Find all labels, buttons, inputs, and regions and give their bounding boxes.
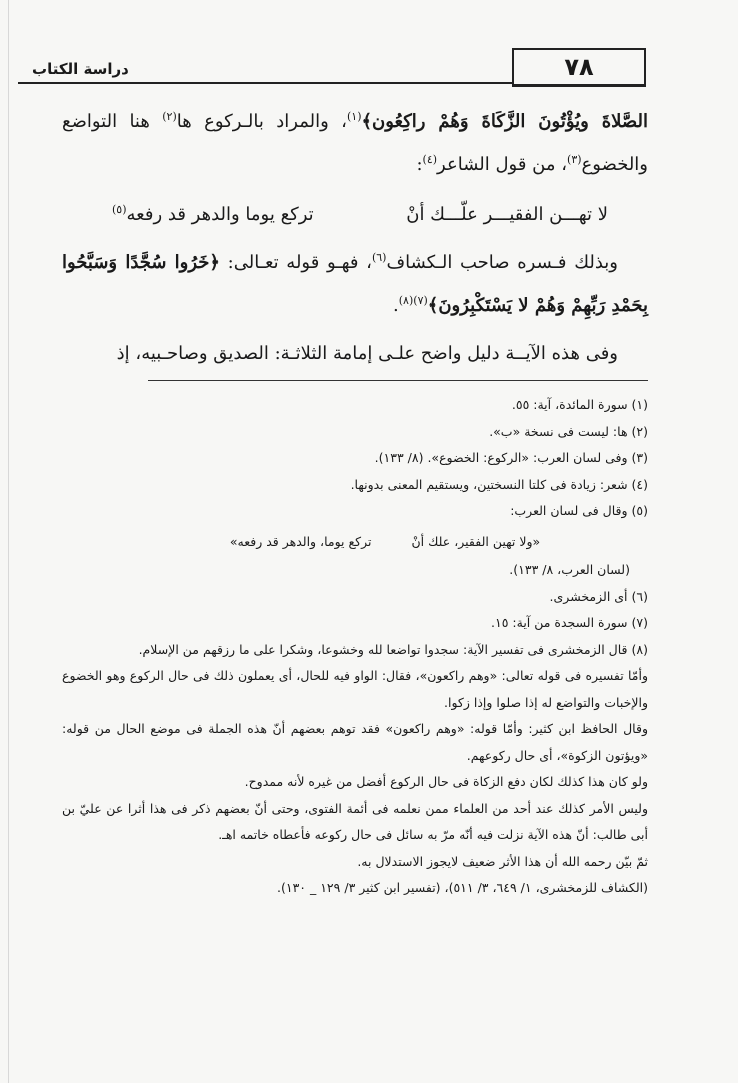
- footnote-separator: [148, 380, 648, 381]
- page-header: [18, 48, 646, 90]
- footnote-5-poem-left: تركع يوما، والدهر قد رفعه»: [229, 533, 372, 549]
- footnote-8-line-3: وقال الحافظ ابن كثير: وأمّا قوله: «وهم راكعون» فقد توهم بعضهم أنّ هذه الجملة فى موضع الحال من قوله: «ويؤتون الزكوة»، أى حال ركوعهم.: [62, 721, 648, 763]
- footnote-ref-7-8: (٧)(٨): [398, 294, 428, 307]
- footnote-5-poem-right: «ولا تهين الفقير، علك أنْ: [411, 533, 541, 549]
- footnote-8-line-2: وأمّا تفسيره فى قوله تعالى: «وهم راكعون»، فقال: الواو فيه للحال، أى يعملون ذلك فى حال الركوع وهو الخضوع والإخبات والتواضع له إذا صلوا وإذا زكوا.: [62, 668, 648, 710]
- scan-margin-line: [8, 0, 9, 1083]
- footnote-8-line-5: وليس الأمر كذلك عند أحد من العلماء ممن نعلمه فى أئمة الفتوى، وحتى أنّ بعضهم ذكر فى هذا أثرا عن عليّ بن أبى طالب: أنّ هذه الآية نزلت فيه أنّه مرّ به سائل فى حال ركوعه فأعطاه خاتمه اهـ.: [62, 800, 648, 842]
- footnote-8-line-7: (الكشاف للزمخشرى، ١/ ٦٤٩، ٣/ ٥١١)، (تفسير ابن كثير ٣/ ١٢٩ _ ١٣٠).: [277, 880, 648, 895]
- footnote-ref-2: (٢): [162, 110, 177, 123]
- footnote-5-source: (لسان العرب، ٨/ ١٣٣).: [509, 562, 630, 577]
- footnote-6: (٦) أى الزمخشرى.: [549, 588, 648, 604]
- footnotes: [62, 392, 648, 902]
- footnote-4: (٤) شعر: زيادة فى كلتا النسختين، ويستقيم المعنى بدونها.: [350, 476, 648, 492]
- footnote-2: (٢) ها: ليست فى نسخة «ب».: [489, 423, 648, 439]
- poem-hemistich-left-wrap: [112, 190, 314, 235]
- paragraph-1-text-3: ، من قول الشاعر: [437, 154, 568, 175]
- footnote-5: (٥) وقال فى لسان العرب:: [510, 503, 648, 518]
- footnote-ref-3: (٣): [567, 153, 582, 166]
- paragraph-2-end: .: [393, 295, 399, 316]
- footnote-8-line-6: ثمّ بيّن رحمه الله أن هذا الأثر ضعيف لايجوز الاستدلال به.: [357, 853, 648, 869]
- poem-hemistich-right: لا تهـــن الفقيـــر علّـــك أنْ: [406, 204, 608, 225]
- footnote-ref-1: (١): [346, 110, 362, 123]
- footnote-ref-4: (٤): [422, 153, 438, 166]
- running-title: دراسة الكتاب: [32, 60, 129, 78]
- paragraph-3: وفى هذه الآيــة دليل واضح علـى إمامة الثلاثـة: الصديق وصاحـبيه، إذ: [116, 343, 618, 364]
- paragraph-2-text: وبذلك فـسره صاحب الـكشاف: [386, 252, 618, 273]
- quran-verse-1: الصَّلاةَ ويُؤْتُونَ الزَّكَاةَ وَهُمْ راكِعُون: [372, 111, 649, 132]
- paragraph-1: [62, 98, 648, 184]
- paragraph-2: [62, 239, 648, 325]
- footnote-ref-6: (٦): [371, 251, 387, 264]
- paragraph-1-text-2: هنا التواضع والخضوع: [62, 111, 648, 175]
- footnote-5-poem: [62, 529, 648, 556]
- page-number: ٧٨: [512, 48, 646, 87]
- paragraph-1-text: ، والمراد بالـركوع ها: [176, 111, 347, 132]
- paragraph-2-text-2: ، فهـو قوله تعـالى:: [219, 252, 372, 273]
- paragraph-1-end: :: [416, 154, 423, 175]
- main-text: [62, 98, 648, 373]
- footnote-7: (٧) سورة السجدة من آية: ١٥.: [491, 615, 648, 630]
- footnote-ref-5: (٥): [112, 203, 127, 216]
- poem-hemistich-left: تركع يوما والدهر قد رفعه: [126, 204, 314, 225]
- quran-bracket: ﴾: [361, 111, 373, 132]
- header-rule: [18, 82, 514, 84]
- footnote-1: (١) سورة المائدة، آية: ٥٥.: [511, 397, 648, 412]
- footnote-3: (٣) وفى لسان العرب: «الركوع: الخضوع». (٨/ ١٣٣).: [374, 450, 648, 465]
- footnote-8-line-1: (٨) قال الزمخشرى فى تفسير الآية: سجدوا تواضعا لله وخشوعا، وشكرا على ما رزقهم من الإسلام.: [138, 641, 648, 657]
- quran-verse-2: ﴿خَرُوا سُجَّدًا وَسَبَّحُوا بِحَمْدِ رَبِّهِمْ وَهُمْ لا يَسْتَكْبِرُونَ﴾: [62, 252, 648, 316]
- poem-verse: [62, 184, 648, 239]
- footnote-8-line-4: ولو كان هذا كذلك لكان دفع الزكاة فى حال الركوع أفضل من غيره لأنه ممدوح.: [244, 774, 648, 789]
